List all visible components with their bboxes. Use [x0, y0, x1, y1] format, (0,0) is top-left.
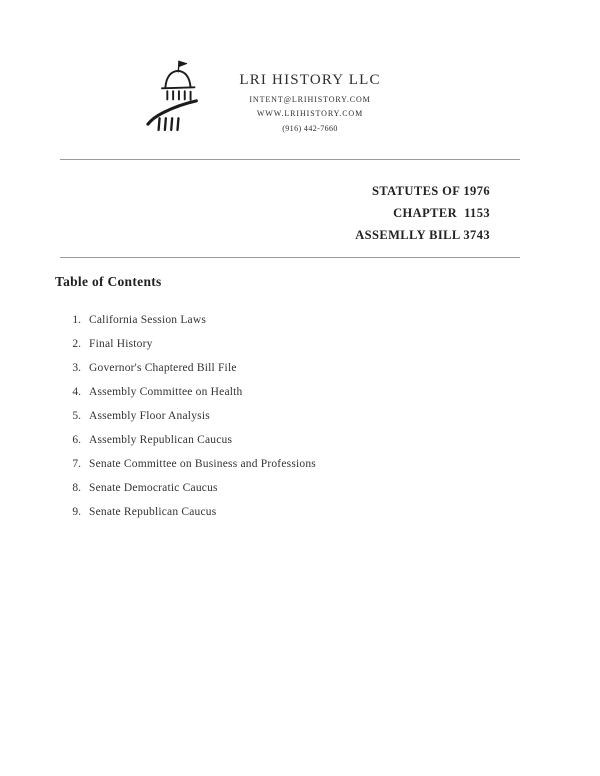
toc-item-number: 7. — [72, 458, 81, 470]
toc-item-label: Senate Democratic Caucus — [89, 482, 218, 494]
toc-item-label: Senate Republican Caucus — [89, 506, 217, 518]
toc-item-label: Assembly Committee on Health — [89, 386, 243, 398]
toc-item — [66, 476, 316, 500]
toc-item-number: 2. — [72, 338, 81, 350]
divider-top — [60, 159, 520, 160]
toc-item — [66, 404, 316, 428]
company-name: LRI HISTORY LLC — [239, 72, 381, 88]
toc-item-number: 4. — [72, 386, 81, 398]
phone-text: (916) 442-7660 — [282, 123, 338, 133]
toc-item — [66, 452, 316, 476]
toc-item-number: 1. — [72, 314, 81, 326]
divider-middle — [60, 257, 520, 258]
toc-item-label: Assembly Republican Caucus — [89, 434, 233, 446]
toc-item-number: 8. — [72, 482, 81, 494]
toc-item — [66, 356, 316, 380]
toc-item-number: 3. — [72, 362, 81, 374]
toc-item-number: 9. — [72, 506, 81, 518]
toc-item — [66, 308, 316, 332]
toc-item-label: Governor's Chaptered Bill File — [89, 362, 237, 374]
toc-item-label: Senate Committee on Business and Professions — [89, 458, 316, 470]
assembly-bill-line: ASSEMLLY BILL 3743 — [355, 228, 490, 242]
toc-item-number: 6. — [72, 434, 81, 446]
toc-list — [66, 308, 316, 524]
toc-item-number: 5. — [72, 410, 81, 422]
chapter-line: CHAPTER 1153 — [393, 206, 490, 220]
toc-item — [66, 380, 316, 404]
bill-reference-block — [355, 180, 490, 246]
toc-item — [66, 332, 316, 356]
letterhead-contact-block — [218, 58, 402, 133]
website-text: WWW.LRIHISTORY.COM — [256, 109, 364, 118]
capitol-sketch-logo — [146, 58, 208, 136]
statutes-line: STATUTES OF 1976 — [372, 184, 490, 198]
toc-item — [66, 428, 316, 452]
capitol-logo-drawing — [146, 58, 208, 136]
toc-title: Table of Contents — [55, 274, 162, 289]
letterhead — [146, 58, 402, 136]
toc-item-label: California Session Laws — [89, 314, 207, 326]
toc-item — [66, 500, 316, 524]
toc-item-label: Assembly Floor Analysis — [89, 410, 210, 422]
toc-item-label: Final History — [89, 338, 153, 350]
email-text: INTENT@LRIHISTORY.COM — [249, 94, 371, 104]
